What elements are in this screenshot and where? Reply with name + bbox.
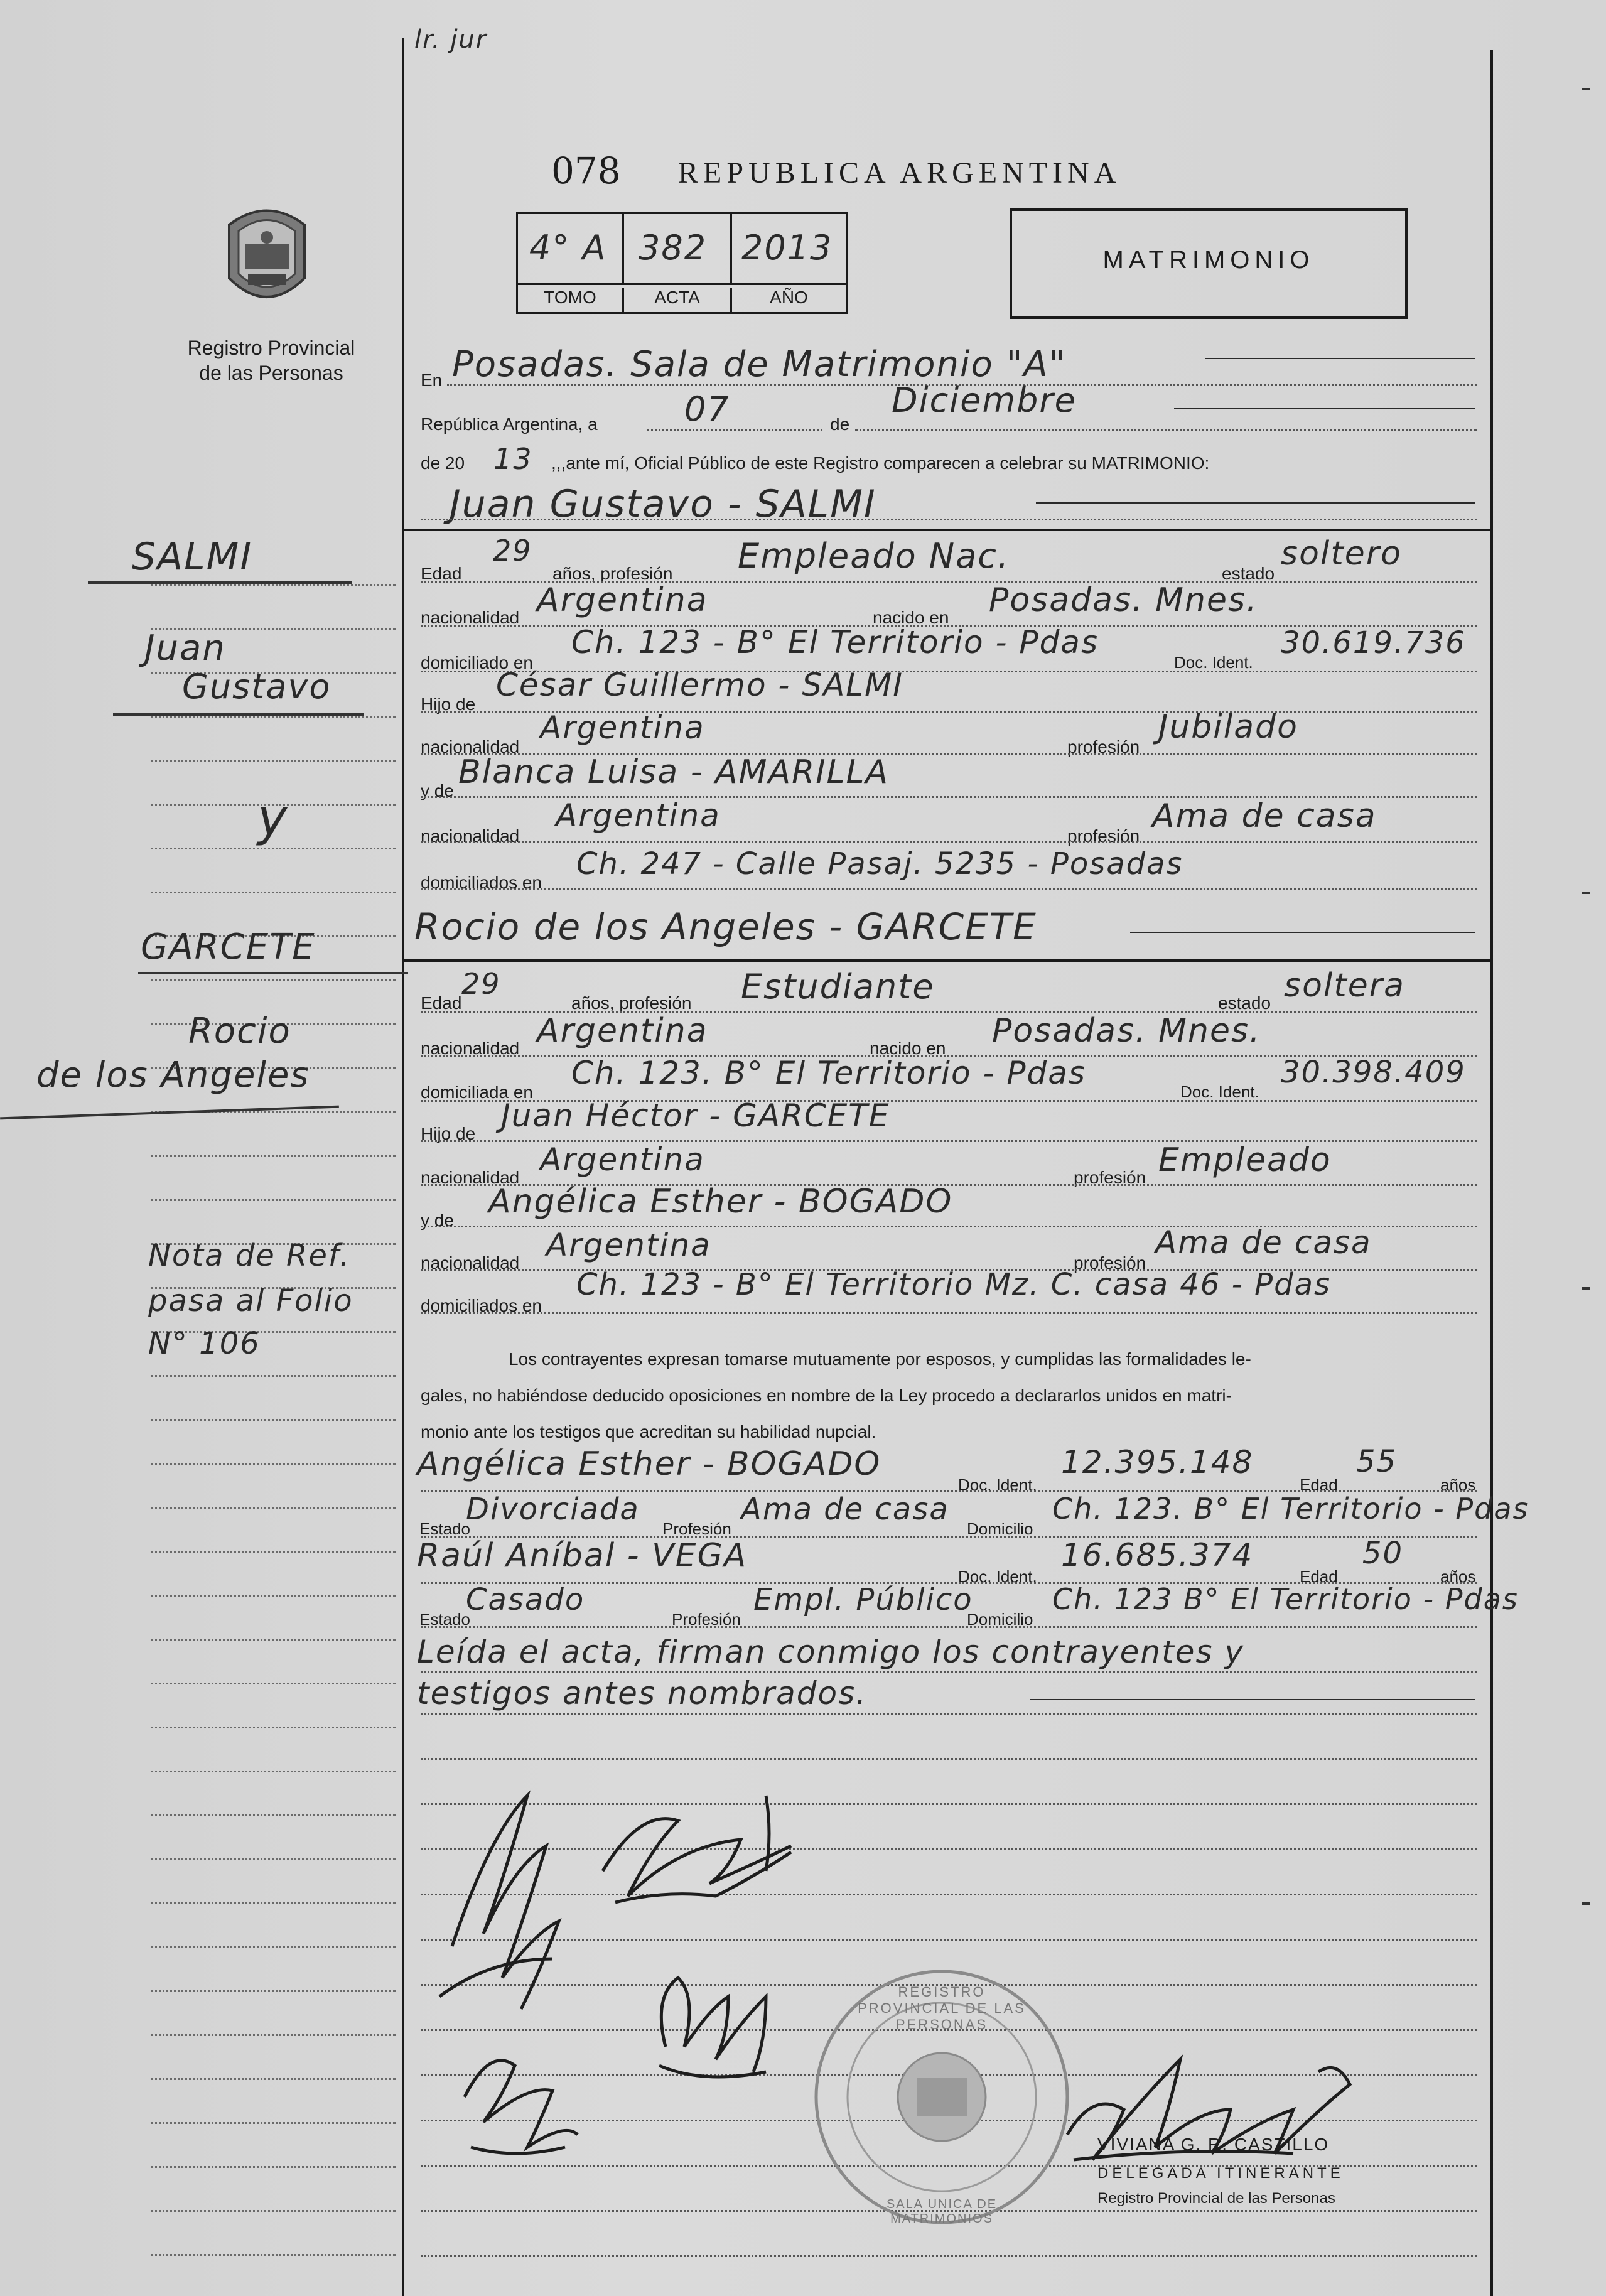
registry-name-line2: de las Personas	[199, 362, 343, 384]
witness2-edad: 50	[1362, 1536, 1404, 1571]
groom-label-madre-nac: nacionalidad	[421, 826, 520, 846]
bride-padres-dom: Ch. 123 - B° El Territorio Mz. C. casa 46 - Pdas	[576, 1267, 1332, 1302]
bride-label-anos-prof: años, profesión	[571, 993, 692, 1013]
margin-dotline	[151, 979, 396, 981]
groom-label-dom: domiciliado en	[421, 653, 533, 672]
bride-label-domiciliados: domiciliados en	[421, 1296, 542, 1315]
act-type-box	[1010, 208, 1408, 319]
left-frame-line	[402, 38, 404, 2296]
margin-nombre1b: Gustavo	[182, 667, 331, 706]
official-name: VIVIANA G. R. CASTILLO	[1097, 2135, 1330, 2154]
groom-padres-dom: Ch. 247 - Calle Pasaj. 5235 - Posadas	[576, 846, 1183, 881]
witness2-nombre: Raúl Aníbal - VEGA	[417, 1537, 748, 1575]
bride-estado: soltera	[1284, 967, 1405, 1005]
bride-madre-nac: Argentina	[546, 1227, 711, 1263]
margin-dotline	[151, 1551, 396, 1553]
signatures-contrayentes	[414, 1771, 854, 2172]
bride-padre-nac: Argentina	[540, 1141, 705, 1178]
binding-mark	[1582, 1287, 1590, 1290]
dotline	[421, 1758, 1477, 1760]
record-labels-row	[518, 283, 846, 314]
margin-dotline	[151, 1419, 396, 1421]
tomo-value: 4° A	[529, 228, 607, 267]
witness2-doc: 16.685.374	[1061, 1537, 1254, 1573]
margin-apellido1: SALMI	[132, 535, 253, 579]
stamp-outer-text: REGISTRO PROVINCIAL DE LAS PERSONAS	[858, 1984, 1026, 2032]
bride-label-padre-nac: nacionalidad	[421, 1168, 520, 1187]
margin-nombre2a: Rocio	[188, 1011, 291, 1052]
bride-label-padre-prof: profesión	[1074, 1168, 1146, 1187]
groom-padre-nac: Argentina	[540, 709, 705, 746]
dotline-mes	[855, 429, 1477, 431]
fill-rule	[1174, 408, 1475, 409]
witness1-label-dom: Domicilio	[967, 1519, 1033, 1538]
declaration-line1: Los contrayentes expresan tomarse mutuamente por esposos, y cumplidas las formalidades le-	[509, 1349, 1251, 1369]
official-signature	[1055, 2034, 1381, 2185]
registry-name	[164, 335, 378, 385]
act-number: 078	[551, 149, 621, 192]
groom-label-nac: nacionalidad	[421, 608, 520, 627]
closing-line2: testigos antes nombrados.	[417, 1675, 868, 1711]
witness2-profesion: Empl. Público	[753, 1582, 973, 1617]
witness1-doc: 12.395.148	[1061, 1444, 1254, 1480]
margin-dotline	[151, 2078, 396, 2080]
margin-nota3: N° 106	[148, 1326, 261, 1361]
bride-label-madre-prof: profesión	[1074, 1253, 1146, 1273]
groom-nacionalidad: Argentina	[537, 581, 708, 619]
fill-rule	[1030, 1699, 1475, 1700]
contrayente2-value: Rocio de los Angeles - GARCETE	[414, 905, 1037, 948]
witness1-label-estado: Estado	[419, 1519, 470, 1538]
registry-stamp	[810, 1965, 1074, 2229]
binding-mark	[1582, 892, 1590, 894]
witness1-edad: 55	[1356, 1444, 1398, 1479]
stamp-inner-text: SALA UNICA DE MATRIMONIOS	[886, 2197, 998, 2226]
bride-label-doc: Doc. Ident.	[1180, 1082, 1259, 1101]
label-compare: ,,,ante mí, Oficial Público de este Registro comparecen a celebrar su MATRIMONIO:	[551, 453, 1210, 473]
tomo-cell	[518, 214, 624, 283]
witness2-label-anos: años	[1440, 1567, 1476, 1586]
bride-madre-prof: Ama de casa	[1155, 1224, 1372, 1261]
declaration-line2: gales, no habiéndose deducido oposiciones en nombre de la Ley procedo a declararlos unidos en matri-	[421, 1386, 1232, 1405]
section-divider-2	[404, 959, 1490, 962]
dotline	[421, 2255, 1477, 2257]
bride-profesion: Estudiante	[741, 967, 935, 1006]
groom-label-madre-prof: profesión	[1067, 826, 1140, 846]
ano-cell	[730, 214, 846, 283]
contrayente1-value: Juan Gustavo - SALMI	[450, 482, 876, 526]
margin-dotline	[151, 1858, 396, 1860]
margin-conj: y	[257, 789, 289, 847]
lugar-value: Posadas. Sala de Matrimonio "A"	[452, 344, 1067, 385]
margin-underline	[88, 581, 352, 584]
label-de: de	[830, 414, 850, 434]
bride-padre-prof: Empleado	[1158, 1141, 1332, 1179]
dotline	[421, 1713, 1477, 1715]
groom-padre: César Guillermo - SALMI	[496, 667, 904, 703]
margin-dotline	[151, 2254, 396, 2256]
binding-mark	[1582, 1902, 1590, 1905]
bride-edad: 29	[461, 967, 501, 1001]
registry-name-line1: Registro Provincial	[187, 337, 355, 359]
dotline	[421, 888, 1477, 890]
margin-dotline	[151, 2210, 396, 2212]
groom-profesion: Empleado Nac.	[738, 536, 1010, 576]
witness1-profesion: Ama de casa	[741, 1492, 949, 1527]
closing-line1: Leída el acta, firman conmigo los contrayentes y	[417, 1634, 1244, 1670]
margin-dotline	[151, 1155, 396, 1157]
seal-icon	[220, 200, 314, 313]
official-org: Registro Provincial de las Personas	[1097, 2190, 1335, 2207]
declaration-line3: monio ante los testigos que acreditan su habilidad nupcial.	[421, 1422, 876, 1442]
country-title: REPUBLICA ARGENTINA	[678, 156, 1121, 190]
label-republica: República Argentina, a	[421, 414, 598, 434]
right-frame-line	[1490, 50, 1493, 2296]
bride-label-edad: Edad	[421, 993, 462, 1013]
groom-madre: Blanca Luisa - AMARILLA	[458, 753, 890, 791]
margin-nombre1a: Juan	[144, 628, 226, 669]
official-role: DELEGADA ITINERANTE	[1097, 2165, 1344, 2182]
section-divider-1	[404, 529, 1490, 531]
margin-dotline	[151, 848, 396, 849]
margin-dotline	[151, 1814, 396, 1816]
margin-dotline	[151, 1727, 396, 1728]
label-de20: de 20	[421, 453, 465, 473]
groom-label-padre-nac: nacionalidad	[421, 737, 520, 757]
groom-label-nacido: nacido en	[873, 608, 949, 627]
bride-label-nacido: nacido en	[870, 1038, 946, 1058]
declaration-text	[421, 1341, 1475, 1450]
margin-dotline	[151, 1463, 396, 1465]
witness1-label-anos: años	[1440, 1475, 1476, 1494]
groom-padre-prof: Jubilado	[1158, 708, 1298, 746]
act-type-label: MATRIMONIO	[1102, 246, 1315, 274]
province-seal	[220, 200, 314, 313]
dotline	[421, 1626, 1477, 1628]
margin-dotline	[151, 1683, 396, 1684]
groom-label-hijo: Hijo de	[421, 694, 476, 714]
dotline	[421, 1671, 1477, 1673]
margin-dotline	[151, 2034, 396, 2036]
bride-label-hijo: Hijo de	[421, 1124, 476, 1143]
dotline-dia	[647, 429, 822, 431]
margin-underline	[138, 972, 408, 974]
margin-nombre2b: de los Angeles	[36, 1055, 310, 1096]
margin-dotline	[151, 1771, 396, 1772]
record-box	[516, 212, 848, 314]
bride-nacido: Posadas. Mnes.	[992, 1012, 1261, 1050]
margin-dotline	[151, 1902, 396, 1904]
bride-label-madre-nac: nacionalidad	[421, 1253, 520, 1273]
acta-label: ACTA	[624, 288, 732, 313]
groom-madre-nac: Argentina	[556, 797, 721, 834]
witness1-label-prof: Profesión	[662, 1519, 731, 1538]
margin-dotline	[151, 1375, 396, 1377]
margin-dotline	[151, 2122, 396, 2124]
ano-value: 2013	[741, 228, 833, 267]
witness2-estado: Casado	[466, 1582, 585, 1617]
margin-dotline	[151, 584, 396, 586]
groom-label-doc: Doc. Ident.	[1174, 653, 1253, 672]
tomo-label: TOMO	[518, 288, 624, 313]
bride-label-dom: domiciliada en	[421, 1082, 533, 1102]
bride-domicilio: Ch. 123. B° El Territorio - Pdas	[571, 1055, 1086, 1091]
witness2-label-doc: Doc. Ident.	[958, 1567, 1037, 1586]
margin-dotline	[151, 2166, 396, 2168]
fill-rule	[1205, 358, 1475, 359]
groom-madre-prof: Ama de casa	[1152, 797, 1377, 835]
groom-edad: 29	[493, 534, 532, 568]
witness2-label-estado: Estado	[419, 1610, 470, 1629]
margin-dotline	[151, 716, 396, 718]
dotline	[421, 841, 1477, 843]
acta-value: 382	[639, 228, 708, 267]
bride-doc: 30.398.409	[1281, 1055, 1466, 1090]
groom-label-edad: Edad	[421, 564, 462, 583]
mes-value: Diciembre	[892, 380, 1077, 420]
groom-label-domiciliados: domiciliados en	[421, 873, 542, 892]
margin-dotline	[151, 1990, 396, 1992]
groom-domicilio: Ch. 123 - B° El Territorio - Pdas	[571, 624, 1099, 660]
groom-label-estado: estado	[1222, 564, 1275, 583]
fill-rule	[1130, 932, 1475, 933]
dia-value: 07	[684, 389, 730, 429]
margin-nota2: pasa al Folio	[148, 1283, 353, 1318]
groom-label-anos-prof: años, profesión	[552, 564, 673, 583]
margin-dotline	[151, 1199, 396, 1201]
groom-doc: 30.619.736	[1281, 625, 1466, 660]
margin-dotline	[151, 1639, 396, 1641]
witness2-label-dom: Domicilio	[967, 1610, 1033, 1629]
witness1-nombre: Angélica Esther - BOGADO	[417, 1445, 881, 1483]
margin-dotline	[151, 760, 396, 762]
witness1-label-edad: Edad	[1300, 1475, 1338, 1494]
witness2-domicilio: Ch. 123 B° El Territorio - Pdas	[1052, 1582, 1519, 1616]
witness1-domicilio: Ch. 123. B° El Territorio - Pdas	[1052, 1492, 1529, 1526]
groom-estado: soltero	[1281, 535, 1402, 573]
groom-label-padre-prof: profesión	[1067, 737, 1140, 757]
bride-madre: Angélica Esther - BOGADO	[488, 1183, 953, 1221]
margin-nota1: Nota de Ref.	[148, 1238, 351, 1273]
margin-dotline	[151, 1946, 396, 1948]
bride-label-estado: estado	[1218, 993, 1271, 1013]
ano-label: AÑO	[770, 288, 808, 307]
dotline	[421, 1312, 1477, 1314]
witness1-estado: Divorciada	[466, 1492, 640, 1527]
margin-apellido2: GARCETE	[141, 927, 316, 967]
corner-initials: lr. jur	[414, 25, 488, 54]
witness2-label-prof: Profesión	[672, 1610, 741, 1629]
margin-underline	[113, 713, 364, 716]
binding-mark	[1582, 88, 1590, 90]
fill-rule	[1036, 502, 1475, 504]
bride-nacionalidad: Argentina	[537, 1012, 708, 1050]
witness1-label-doc: Doc. Ident.	[958, 1475, 1037, 1494]
bride-padre: Juan Héctor - GARCETE	[501, 1097, 890, 1134]
witness2-label-edad: Edad	[1300, 1567, 1338, 1586]
groom-label-yde: y de	[421, 781, 454, 800]
margin-dotline	[151, 892, 396, 893]
acta-cell	[622, 214, 732, 283]
bride-label-nac: nacionalidad	[421, 1038, 520, 1058]
bride-label-yde: y de	[421, 1210, 454, 1230]
label-en: En	[421, 370, 443, 390]
margin-dotline	[151, 1507, 396, 1509]
groom-nacido: Posadas. Mnes.	[989, 581, 1258, 619]
margin-dotline	[151, 1595, 396, 1597]
ano-suffix-value: 13	[493, 442, 533, 476]
dotline-c1	[421, 519, 1477, 520]
